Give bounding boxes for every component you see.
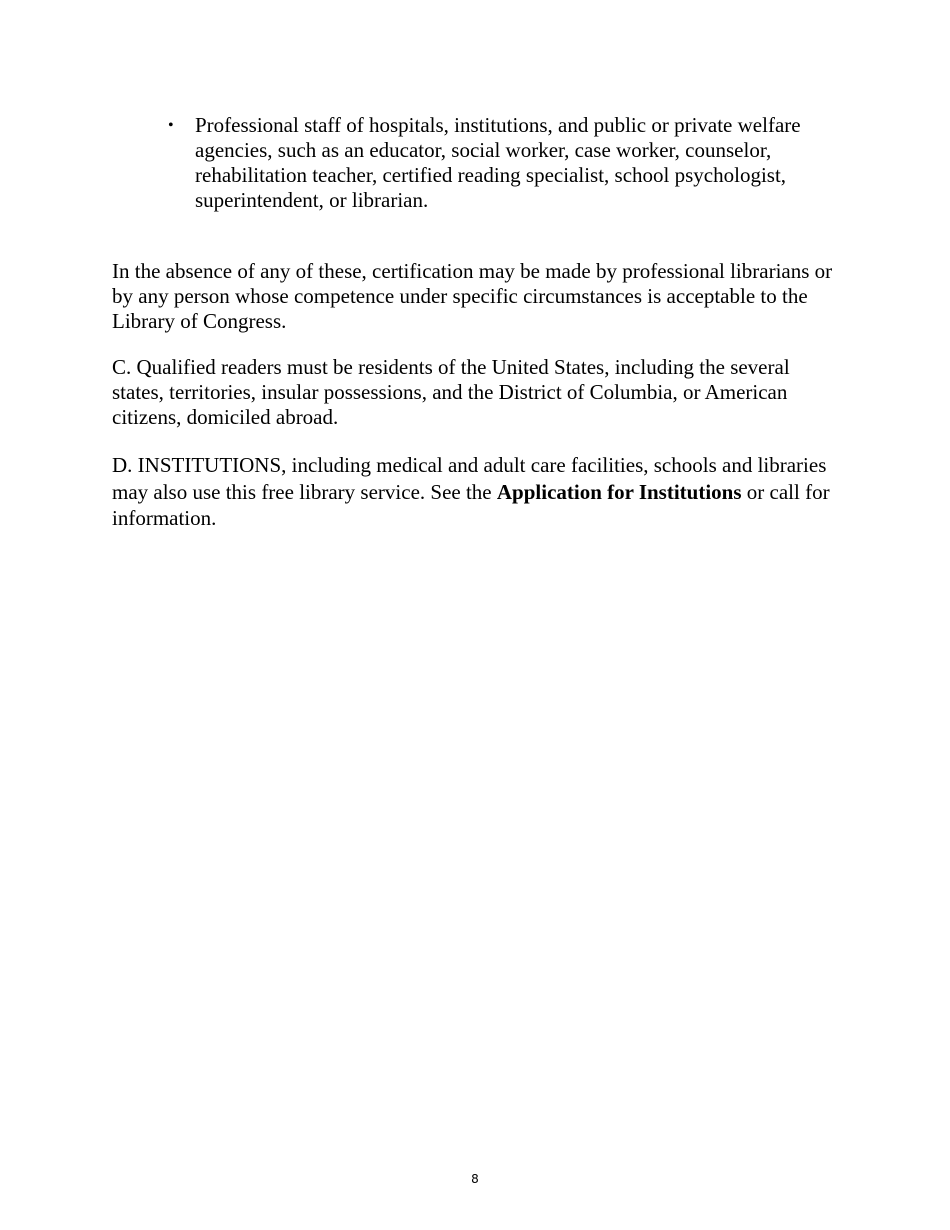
page-number: 8	[471, 1172, 479, 1186]
institutions-text-before: D. INSTITUTIONS, including medical and adult care facilities, schools and libraries may also use this free library service. See the	[112, 453, 827, 504]
bullet-marker: •	[168, 117, 174, 134]
list-item	[168, 113, 840, 213]
bullet-text: Professional staff of hospitals, institutions, and public or private welfare agencies, such as an educator, social worker, case worker, counselor, rehabilitation teacher, certified reading specialist, school psychologist, superintendent, or librarian.	[195, 113, 801, 212]
absence-paragraph: In the absence of any of these, certification may be made by professional librarians or by any person whose competence under specific circumstances is acceptable to the Library of Congress.	[112, 259, 833, 333]
bullet-list	[168, 113, 840, 213]
residency-paragraph: C. Qualified readers must be residents of the United States, including the several states, territories, insular possessions, and the District of Columbia, or American citizens, domiciled abroad.	[112, 355, 790, 429]
application-for-institutions-reference: Application for Institutions	[496, 479, 742, 504]
institutions-text-after: or call for information.	[112, 479, 830, 530]
institutions-paragraph	[112, 452, 842, 532]
